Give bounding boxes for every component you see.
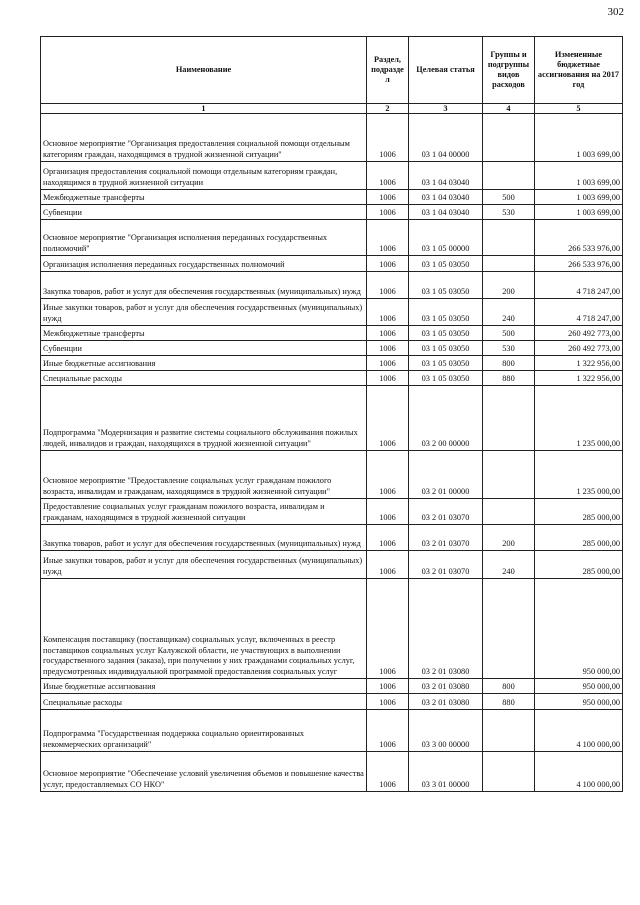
row-section: 1006 bbox=[367, 679, 409, 694]
row-article: 03 2 01 03080 bbox=[409, 579, 483, 679]
row-section: 1006 bbox=[367, 551, 409, 579]
row-amount: 1 003 699,00 bbox=[535, 114, 623, 162]
row-name: Субвенции bbox=[41, 341, 367, 356]
table-row bbox=[41, 525, 623, 551]
row-name: Межбюджетные трансферты bbox=[41, 326, 367, 341]
table-row bbox=[41, 220, 623, 256]
row-name: Межбюджетные трансферты bbox=[41, 190, 367, 205]
row-name: Организация исполнения переданных государственных полномочий bbox=[41, 256, 367, 272]
table-row bbox=[41, 256, 623, 272]
header-number: 3 bbox=[409, 104, 483, 114]
table-row bbox=[41, 341, 623, 356]
row-article: 03 2 00 00000 bbox=[409, 386, 483, 451]
row-article: 03 1 04 03040 bbox=[409, 162, 483, 190]
row-article: 03 2 01 03070 bbox=[409, 551, 483, 579]
row-section: 1006 bbox=[367, 256, 409, 272]
row-name: Подпрограмма "Государственная поддержка социально ориентированных некоммерческих организаций" bbox=[41, 710, 367, 752]
table-row bbox=[41, 205, 623, 220]
table-row bbox=[41, 694, 623, 710]
row-name: Подпрограмма "Модернизация и развитие системы социального обслуживания пожилых людей, инвалидов и граждан, находящихся в трудной жизненной ситуации" bbox=[41, 386, 367, 451]
row-name: Специальные расходы bbox=[41, 371, 367, 386]
row-article: 03 3 01 00000 bbox=[409, 752, 483, 792]
row-article: 03 2 01 03080 bbox=[409, 694, 483, 710]
row-amount: 4 100 000,00 bbox=[535, 752, 623, 792]
table-row bbox=[41, 114, 623, 162]
row-name: Закупка товаров, работ и услуг для обеспечения государственных (муниципальных) нужд bbox=[41, 272, 367, 299]
row-group bbox=[483, 451, 535, 499]
row-name: Основное мероприятие "Организация предоставления социальной помощи отдельным категориям граждан, находящимся в трудной жизненной ситуации" bbox=[41, 114, 367, 162]
row-name: Иные бюджетные ассигнования bbox=[41, 679, 367, 694]
table-row bbox=[41, 551, 623, 579]
header-name: Наименование bbox=[41, 37, 367, 104]
row-amount: 4 718 247,00 bbox=[535, 299, 623, 326]
row-amount: 266 533 976,00 bbox=[535, 256, 623, 272]
row-group: 800 bbox=[483, 356, 535, 371]
row-name: Иные бюджетные ассигнования bbox=[41, 356, 367, 371]
row-section: 1006 bbox=[367, 220, 409, 256]
row-article: 03 3 00 00000 bbox=[409, 710, 483, 752]
header-number: 4 bbox=[483, 104, 535, 114]
row-article: 03 1 05 00000 bbox=[409, 220, 483, 256]
row-amount: 950 000,00 bbox=[535, 694, 623, 710]
table-row bbox=[41, 326, 623, 341]
budget-table bbox=[40, 36, 623, 792]
row-section: 1006 bbox=[367, 451, 409, 499]
row-article: 03 1 05 03050 bbox=[409, 256, 483, 272]
row-section: 1006 bbox=[367, 162, 409, 190]
header-number-row bbox=[41, 104, 623, 114]
table-row bbox=[41, 162, 623, 190]
row-group: 500 bbox=[483, 326, 535, 341]
row-amount: 1 235 000,00 bbox=[535, 386, 623, 451]
row-group: 200 bbox=[483, 525, 535, 551]
row-amount: 285 000,00 bbox=[535, 525, 623, 551]
row-group: 880 bbox=[483, 371, 535, 386]
row-section: 1006 bbox=[367, 710, 409, 752]
row-group bbox=[483, 162, 535, 190]
table-row bbox=[41, 499, 623, 525]
row-group: 800 bbox=[483, 679, 535, 694]
row-article: 03 1 05 03050 bbox=[409, 272, 483, 299]
table-row bbox=[41, 386, 623, 451]
row-group: 240 bbox=[483, 551, 535, 579]
row-article: 03 2 01 03070 bbox=[409, 525, 483, 551]
header-group: Группы и подгруппы видов расходов bbox=[483, 37, 535, 104]
row-group bbox=[483, 710, 535, 752]
row-section: 1006 bbox=[367, 326, 409, 341]
row-section: 1006 bbox=[367, 356, 409, 371]
row-article: 03 1 04 03040 bbox=[409, 190, 483, 205]
row-amount: 4 718 247,00 bbox=[535, 272, 623, 299]
header-number: 5 bbox=[535, 104, 623, 114]
header-section: Раздел, подразде л bbox=[367, 37, 409, 104]
row-article: 03 2 01 03070 bbox=[409, 499, 483, 525]
row-group bbox=[483, 752, 535, 792]
table-row bbox=[41, 190, 623, 205]
table-row bbox=[41, 451, 623, 499]
row-article: 03 2 01 00000 bbox=[409, 451, 483, 499]
row-group bbox=[483, 220, 535, 256]
row-name: Организация предоставления социальной помощи отдельным категориям граждан, находящимся в трудной жизненной ситуации bbox=[41, 162, 367, 190]
header-row bbox=[41, 37, 623, 104]
row-amount: 266 533 976,00 bbox=[535, 220, 623, 256]
row-section: 1006 bbox=[367, 579, 409, 679]
row-amount: 1 235 000,00 bbox=[535, 451, 623, 499]
row-amount: 1 003 699,00 bbox=[535, 190, 623, 205]
table-row bbox=[41, 371, 623, 386]
table-row bbox=[41, 579, 623, 679]
row-group bbox=[483, 579, 535, 679]
row-name: Предоставление социальных услуг гражданам пожилого возраста, инвалидам и гражданам, находящимся в трудной жизненной ситуации bbox=[41, 499, 367, 525]
row-name: Иные закупки товаров, работ и услуг для обеспечения государственных (муниципальных) нужд bbox=[41, 551, 367, 579]
row-group bbox=[483, 499, 535, 525]
row-name: Основное мероприятие "Организация исполнения переданных государственных полномочий" bbox=[41, 220, 367, 256]
row-name: Субвенции bbox=[41, 205, 367, 220]
row-article: 03 1 04 00000 bbox=[409, 114, 483, 162]
page-number: 302 bbox=[607, 6, 624, 18]
row-section: 1006 bbox=[367, 190, 409, 205]
row-group: 240 bbox=[483, 299, 535, 326]
row-amount: 1 322 956,00 bbox=[535, 356, 623, 371]
row-amount: 260 492 773,00 bbox=[535, 326, 623, 341]
row-group: 200 bbox=[483, 272, 535, 299]
row-group bbox=[483, 114, 535, 162]
row-section: 1006 bbox=[367, 272, 409, 299]
row-name: Основное мероприятие "Обеспечение условий увеличения объемов и повышение качества услуг, предоставляемых СО НКО" bbox=[41, 752, 367, 792]
row-article: 03 1 05 03050 bbox=[409, 341, 483, 356]
row-section: 1006 bbox=[367, 386, 409, 451]
row-group: 530 bbox=[483, 205, 535, 220]
row-article: 03 1 05 03050 bbox=[409, 371, 483, 386]
row-article: 03 1 05 03050 bbox=[409, 356, 483, 371]
row-amount: 950 000,00 bbox=[535, 679, 623, 694]
row-article: 03 1 04 03040 bbox=[409, 205, 483, 220]
header-article: Целевая статья bbox=[409, 37, 483, 104]
header-number: 2 bbox=[367, 104, 409, 114]
row-article: 03 1 05 03050 bbox=[409, 326, 483, 341]
row-article: 03 2 01 03080 bbox=[409, 679, 483, 694]
row-amount: 1 003 699,00 bbox=[535, 162, 623, 190]
row-section: 1006 bbox=[367, 114, 409, 162]
row-name: Специальные расходы bbox=[41, 694, 367, 710]
row-name: Иные закупки товаров, работ и услуг для обеспечения государственных (муниципальных) нужд bbox=[41, 299, 367, 326]
row-name: Основное мероприятие "Предоставление социальных услуг гражданам пожилого возраста, инвалидам и гражданам, находящимся в трудной жизненной ситуации" bbox=[41, 451, 367, 499]
row-section: 1006 bbox=[367, 299, 409, 326]
header-amount: Измененные бюджетные ассигнования на 2017 год bbox=[535, 37, 623, 104]
table-row bbox=[41, 356, 623, 371]
row-group: 530 bbox=[483, 341, 535, 356]
row-amount: 285 000,00 bbox=[535, 551, 623, 579]
row-amount: 950 000,00 bbox=[535, 579, 623, 679]
row-section: 1006 bbox=[367, 205, 409, 220]
row-group bbox=[483, 386, 535, 451]
row-amount: 4 100 000,00 bbox=[535, 710, 623, 752]
row-section: 1006 bbox=[367, 694, 409, 710]
row-group: 880 bbox=[483, 694, 535, 710]
row-section: 1006 bbox=[367, 525, 409, 551]
row-section: 1006 bbox=[367, 341, 409, 356]
table-row bbox=[41, 710, 623, 752]
table-row bbox=[41, 679, 623, 694]
row-amount: 285 000,00 bbox=[535, 499, 623, 525]
header-number: 1 bbox=[41, 104, 367, 114]
row-amount: 260 492 773,00 bbox=[535, 341, 623, 356]
row-name: Компенсация поставщику (поставщикам) социальных услуг, включенных в реестр поставщиков социальных услуг Калужской области, не участвующих в выполнении государственного задания (заказа), при получении у них гражданами социальных услуг, предусмотренных индивидуальной программой предоставления социальных услуг bbox=[41, 579, 367, 679]
row-amount: 1 322 956,00 bbox=[535, 371, 623, 386]
table-row bbox=[41, 752, 623, 792]
row-section: 1006 bbox=[367, 752, 409, 792]
row-section: 1006 bbox=[367, 499, 409, 525]
row-group: 500 bbox=[483, 190, 535, 205]
row-section: 1006 bbox=[367, 371, 409, 386]
row-name: Закупка товаров, работ и услуг для обеспечения государственных (муниципальных) нужд bbox=[41, 525, 367, 551]
row-group bbox=[483, 256, 535, 272]
table-row bbox=[41, 299, 623, 326]
table-body bbox=[41, 114, 623, 792]
row-amount: 1 003 699,00 bbox=[535, 205, 623, 220]
table-row bbox=[41, 272, 623, 299]
row-article: 03 1 05 03050 bbox=[409, 299, 483, 326]
